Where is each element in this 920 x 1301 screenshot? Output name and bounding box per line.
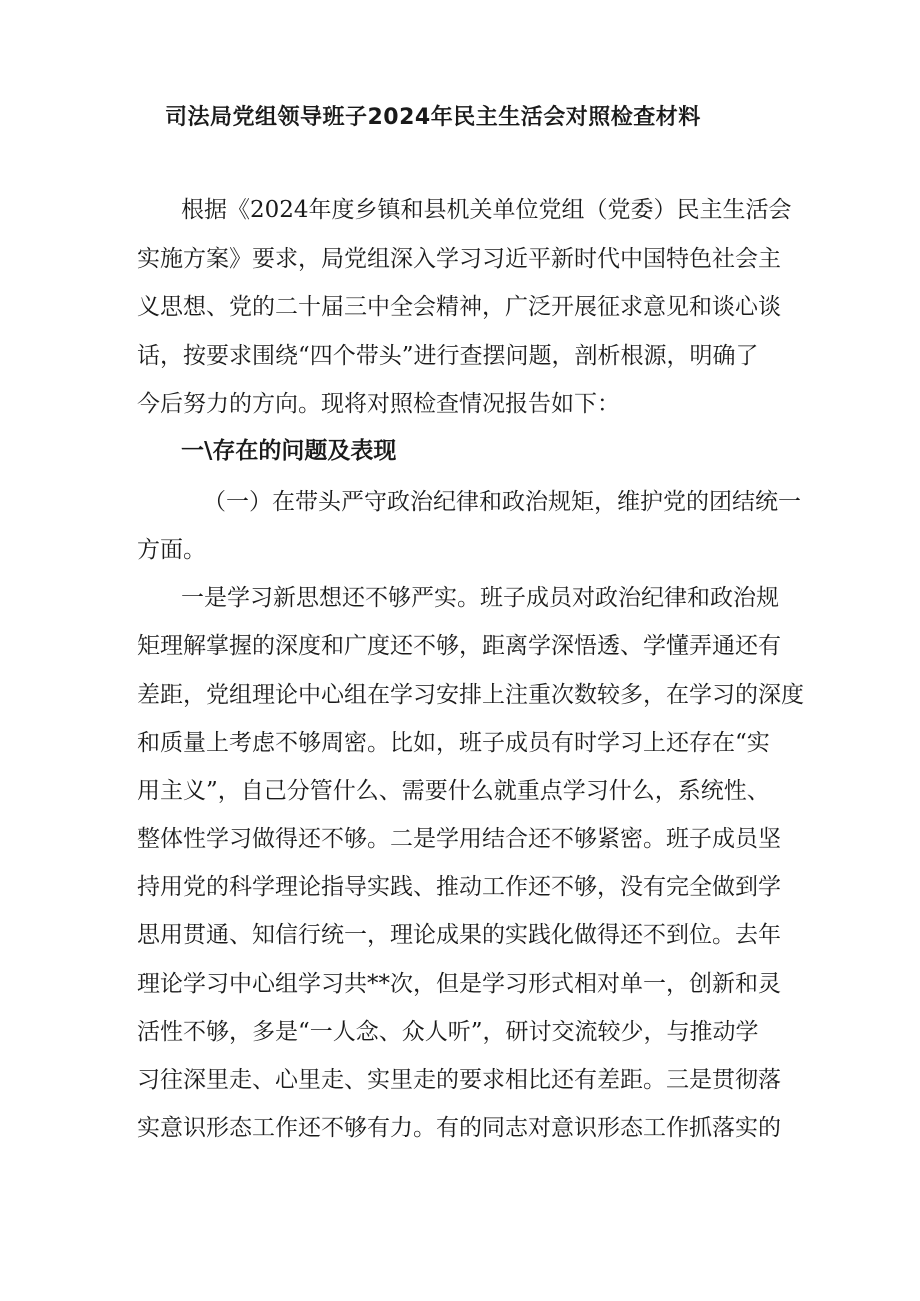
paragraph-line: 用主义”，自己分管什么、需要什么就重点学习什么，系统性、 xyxy=(137,778,770,804)
paragraph-line: 理论学习中心组学习共**次，但是学习形式相对单一，创新和灵 xyxy=(137,971,781,997)
paragraph-line: 话，按要求围绕“四个带头”进行查摆问题，剖析根源，明确了 xyxy=(137,343,759,369)
document-title: 司法局党组领导班子2024年民主生活会对照检查材料 xyxy=(165,105,701,130)
paragraph-line: 矩理解掌握的深度和广度还不够，距离学深悟透、学懂弄通还有 xyxy=(137,633,781,659)
paragraph-line: 整体性学习做得还不够。二是学用结合还不够紧密。班子成员坚 xyxy=(137,826,781,852)
paragraph-line: 今后努力的方向。现将对照检查情况报告如下： xyxy=(137,391,620,417)
paragraph-line: 根据《2024年度乡镇和县机关单位党组（党委）民主生活会 xyxy=(181,197,792,223)
paragraph-line: 义思想、党的二十届三中全会精神，广泛开展征求意见和谈心谈 xyxy=(137,294,781,320)
paragraph-line: 一是学习新思想还不够严实。班子成员对政治纪律和政治规 xyxy=(181,585,779,611)
paragraph-line: 实施方案》要求，局党组深入学习习近平新时代中国特色社会主 xyxy=(137,246,781,272)
paragraph-line: 实意识形态工作还不够有力。有的同志对意识形态工作抓落实的 xyxy=(137,1115,781,1141)
paragraph-line: 持用党的科学理论指导实践、推动工作还不够，没有完全做到学 xyxy=(137,874,781,900)
paragraph-line: 习往深里走、心里走、实里走的要求相比还有差距。三是贯彻落 xyxy=(137,1067,781,1093)
subsection-heading-line: （一）在带头严守政治纪律和政治规矩，维护党的团结统一 xyxy=(203,489,801,515)
paragraph-line: 和质量上考虑不够周密。比如，班子成员有时学习上还存在“实 xyxy=(137,730,770,756)
paragraph-line: 思用贯通、知信行统一，理论成果的实践化做得还不到位。去年 xyxy=(137,922,781,948)
section-heading: 一\存在的问题及表现 xyxy=(181,438,397,464)
paragraph-line: 活性不够，多是“一人念、众人听”，研讨交流较少，与推动学 xyxy=(137,1019,759,1045)
subsection-heading-line: 方面。 xyxy=(137,537,206,563)
paragraph-line: 差距，党组理论中心组在学习安排上注重次数较多，在学习的深度 xyxy=(137,682,804,708)
